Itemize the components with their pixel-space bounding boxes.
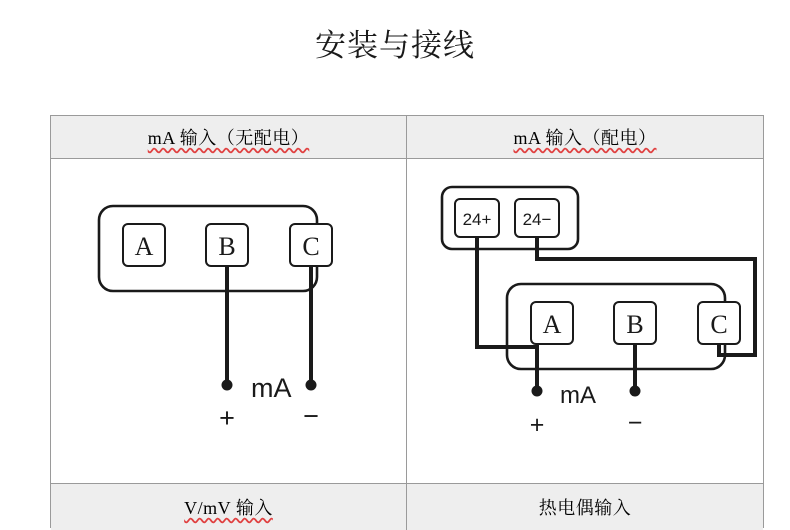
connection-dot-positive (532, 386, 543, 397)
connection-dot-negative (306, 380, 317, 391)
table-header-row (51, 116, 763, 159)
footer-label-thermocouple-input: 热电偶输入 (538, 498, 632, 518)
signal-label-ma: mA (251, 373, 292, 403)
polarity-positive: + (219, 403, 235, 433)
ma-input-no-power-wiring (51, 159, 408, 483)
footer-cell-thermocouple-input (407, 484, 763, 530)
connection-dot-negative (630, 386, 641, 397)
header-cell-ma-input-no-power (51, 116, 407, 158)
diagram-cell-right (407, 159, 763, 483)
terminal-label-c: C (710, 310, 728, 339)
ma-input-with-power-wiring (407, 159, 764, 483)
terminal-label-a: A (134, 232, 154, 261)
diagram-cell-left (51, 159, 407, 483)
terminal-label-24-positive: 24+ (462, 210, 492, 229)
signal-label-ma: mA (560, 382, 596, 409)
terminal-label-b: B (218, 232, 236, 261)
polarity-positive: + (529, 411, 545, 439)
terminal-label-b: B (626, 310, 644, 339)
terminal-label-c: C (302, 232, 320, 261)
header-cell-ma-input-with-power (407, 116, 763, 158)
table-body-row (51, 159, 763, 484)
header-label-ma-input-no-power: mA 输入（无配电） (147, 128, 310, 148)
table-footer-row (51, 484, 763, 530)
polarity-negative: − (627, 409, 643, 437)
connection-dot-positive (222, 380, 233, 391)
terminal-label-24-negative: 24− (522, 210, 552, 229)
header-label-ma-input-with-power: mA 输入（配电） (513, 128, 657, 148)
page-title: 安装与接线 (315, 28, 475, 63)
footer-cell-v-mv-input (51, 484, 407, 530)
terminal-label-a: A (542, 310, 562, 339)
polarity-negative: − (303, 401, 319, 431)
footer-label-v-mv-input: V/mV 输入 (184, 498, 273, 518)
wiring-table (50, 115, 764, 528)
